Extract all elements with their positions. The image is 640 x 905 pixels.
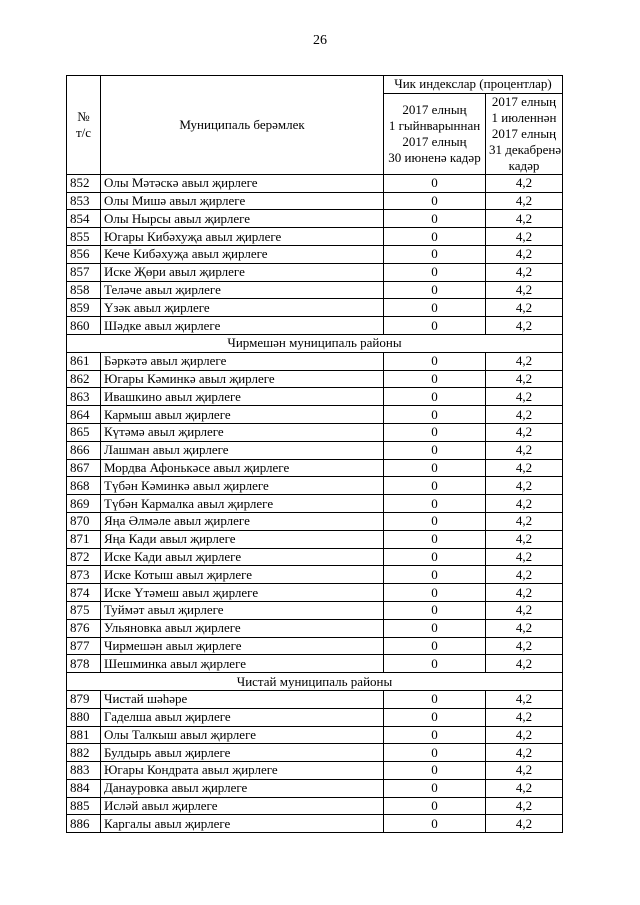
index-period-1: 0	[384, 317, 486, 335]
row-number: 886	[67, 815, 101, 833]
index-period-1: 0	[384, 726, 486, 744]
index-period-2: 4,2	[486, 726, 563, 744]
municipality-name: Олы Мишә авыл җирлеге	[101, 192, 384, 210]
table-row	[67, 263, 563, 281]
index-period-2: 4,2	[486, 548, 563, 566]
row-number: 863	[67, 388, 101, 406]
municipality-name: Каргалы авыл җирлеге	[101, 815, 384, 833]
table-row	[67, 299, 563, 317]
header-number-line-1: №	[77, 108, 90, 124]
row-number: 860	[67, 317, 101, 335]
table-row	[67, 245, 563, 263]
table-row	[67, 281, 563, 299]
index-period-2: 4,2	[486, 317, 563, 335]
index-period-2: 4,2	[486, 762, 563, 780]
page-number: 26	[313, 33, 327, 48]
index-period-1: 0	[384, 548, 486, 566]
municipality-name: Югары Кибәхуҗа авыл җирлеге	[101, 228, 384, 246]
row-number: 861	[67, 352, 101, 370]
row-number: 869	[67, 495, 101, 513]
index-period-2: 4,2	[486, 388, 563, 406]
municipality-name: Данауровка авыл җирлеге	[101, 779, 384, 797]
index-period-1: 0	[384, 566, 486, 584]
row-number: 854	[67, 210, 101, 228]
municipality-name: Мордва Афонькәсе авыл җирлеге	[101, 459, 384, 477]
index-period-2: 4,2	[486, 512, 563, 530]
table-row	[67, 210, 563, 228]
municipality-name: Күтәмә авыл җирлеге	[101, 423, 384, 441]
municipality-name: Теләче авыл җирлеге	[101, 281, 384, 299]
table-body	[67, 174, 563, 832]
table-row	[67, 370, 563, 388]
table-row	[67, 637, 563, 655]
index-period-2: 4,2	[486, 708, 563, 726]
index-period-1: 0	[384, 744, 486, 762]
table-row	[67, 174, 563, 192]
table-row	[67, 690, 563, 708]
index-period-2: 4,2	[486, 459, 563, 477]
table-row	[67, 530, 563, 548]
index-period-2: 4,2	[486, 406, 563, 424]
table-row	[67, 779, 563, 797]
index-period-1: 0	[384, 619, 486, 637]
table-row	[67, 352, 563, 370]
municipality-name: Олы Мәтәскә авыл җирлеге	[101, 174, 384, 192]
row-number: 884	[67, 779, 101, 797]
index-period-2: 4,2	[486, 281, 563, 299]
index-period-2: 4,2	[486, 192, 563, 210]
section-row	[67, 334, 563, 352]
header-period-2-line: кадәр	[508, 157, 540, 173]
table-row	[67, 228, 563, 246]
index-period-2: 4,2	[486, 584, 563, 602]
header-period-1-line: 1 гыйнварыннан	[388, 117, 481, 133]
table-row	[67, 815, 563, 833]
table-row	[67, 601, 563, 619]
header-period-2-line: 2017 елның	[491, 93, 557, 109]
table-row	[67, 584, 563, 602]
index-period-1: 0	[384, 512, 486, 530]
table-row	[67, 388, 563, 406]
row-number: 875	[67, 601, 101, 619]
row-number: 852	[67, 174, 101, 192]
row-number: 867	[67, 459, 101, 477]
header-period-1-line: 30 июненә кадәр	[388, 149, 481, 165]
municipality-name: Кече Кибәхуҗа авыл җирлеге	[101, 245, 384, 263]
row-number: 872	[67, 548, 101, 566]
index-period-1: 0	[384, 299, 486, 317]
table-row	[67, 655, 563, 673]
row-number: 878	[67, 655, 101, 673]
index-period-2: 4,2	[486, 744, 563, 762]
table-row	[67, 317, 563, 335]
header-period-2-line: 31 декабренә	[489, 141, 562, 157]
municipality-name: Олы Нырсы авыл җирлеге	[101, 210, 384, 228]
municipality-name: Югары Кәминкә авыл җирлеге	[101, 370, 384, 388]
index-period-1: 0	[384, 797, 486, 815]
index-period-1: 0	[384, 601, 486, 619]
index-period-2: 4,2	[486, 441, 563, 459]
row-number: 857	[67, 263, 101, 281]
municipality-name: Чистай шәһәре	[101, 690, 384, 708]
municipality-name: Иске Кади авыл җирлеге	[101, 548, 384, 566]
municipality-name: Иске Үтәмеш авыл җирлеге	[101, 584, 384, 602]
row-number: 877	[67, 637, 101, 655]
row-number: 866	[67, 441, 101, 459]
row-number: 864	[67, 406, 101, 424]
index-period-2: 4,2	[486, 228, 563, 246]
index-period-1: 0	[384, 584, 486, 602]
row-number: 880	[67, 708, 101, 726]
index-period-1: 0	[384, 815, 486, 833]
section-row	[67, 673, 563, 691]
header-number-line-2: т/с	[75, 124, 92, 140]
index-period-1: 0	[384, 370, 486, 388]
index-period-1: 0	[384, 388, 486, 406]
municipality-name: Ульяновка авыл җирлеге	[101, 619, 384, 637]
table-header	[67, 76, 563, 175]
header-period-1-line: 2017 елның	[402, 133, 467, 149]
row-number: 871	[67, 530, 101, 548]
index-period-1: 0	[384, 655, 486, 673]
municipality-name: Үзәк авыл җирлеге	[101, 299, 384, 317]
row-number: 858	[67, 281, 101, 299]
index-period-1: 0	[384, 352, 486, 370]
table-row	[67, 423, 563, 441]
row-number: 879	[67, 690, 101, 708]
index-period-2: 4,2	[486, 655, 563, 673]
header-period-1-line: 2017 елның	[402, 101, 467, 117]
municipality-name: Шәдке авыл җирлеге	[101, 317, 384, 335]
table-row	[67, 192, 563, 210]
row-number: 856	[67, 245, 101, 263]
header-period-1	[384, 93, 486, 174]
row-number: 862	[67, 370, 101, 388]
index-period-2: 4,2	[486, 423, 563, 441]
index-period-1: 0	[384, 192, 486, 210]
index-period-2: 4,2	[486, 299, 563, 317]
index-period-1: 0	[384, 530, 486, 548]
table-row	[67, 512, 563, 530]
municipality-name: Яңа Кади авыл җирлеге	[101, 530, 384, 548]
row-number: 859	[67, 299, 101, 317]
index-period-2: 4,2	[486, 690, 563, 708]
index-period-2: 4,2	[486, 210, 563, 228]
municipality-name: Түбән Кәминкә авыл җирлеге	[101, 477, 384, 495]
index-period-2: 4,2	[486, 619, 563, 637]
header-index-group: Чик индекслар (процентлар)	[384, 76, 563, 94]
municipality-name: Түбән Кармалка авыл җирлеге	[101, 495, 384, 513]
municipality-name: Иске Җөри авыл җирлеге	[101, 263, 384, 281]
index-period-1: 0	[384, 762, 486, 780]
header-period-2-line: 2017 елның	[491, 125, 557, 141]
table-row	[67, 566, 563, 584]
index-period-1: 0	[384, 477, 486, 495]
table-row	[67, 744, 563, 762]
municipality-name: Кармыш авыл җирлеге	[101, 406, 384, 424]
table-row	[67, 726, 563, 744]
municipality-name: Гаделша авыл җирлеге	[101, 708, 384, 726]
section-title: Чистай муниципаль районы	[67, 673, 563, 691]
index-period-2: 4,2	[486, 797, 563, 815]
index-period-1: 0	[384, 423, 486, 441]
table-row	[67, 797, 563, 815]
municipality-name: Иске Котыш авыл җирлеге	[101, 566, 384, 584]
table-row	[67, 762, 563, 780]
table-row	[67, 459, 563, 477]
index-period-2: 4,2	[486, 352, 563, 370]
index-period-2: 4,2	[486, 601, 563, 619]
table-row	[67, 619, 563, 637]
index-period-1: 0	[384, 210, 486, 228]
row-number: 870	[67, 512, 101, 530]
row-number: 874	[67, 584, 101, 602]
index-period-2: 4,2	[486, 495, 563, 513]
index-period-1: 0	[384, 690, 486, 708]
municipality-name: Ивашкино авыл җирлеге	[101, 388, 384, 406]
row-number: 881	[67, 726, 101, 744]
municipality-name: Чирмешән авыл җирлеге	[101, 637, 384, 655]
index-period-1: 0	[384, 459, 486, 477]
municipality-name: Туймәт авыл җирлеге	[101, 601, 384, 619]
header-period-2	[486, 93, 563, 174]
row-number: 876	[67, 619, 101, 637]
index-period-1: 0	[384, 637, 486, 655]
table-row	[67, 495, 563, 513]
index-period-1: 0	[384, 263, 486, 281]
index-period-1: 0	[384, 174, 486, 192]
index-period-2: 4,2	[486, 637, 563, 655]
section-title: Чирмешән муниципаль районы	[67, 334, 563, 352]
table-row	[67, 708, 563, 726]
municipality-name: Югары Кондрата авыл җирлеге	[101, 762, 384, 780]
index-period-1: 0	[384, 245, 486, 263]
table-row	[67, 548, 563, 566]
index-period-1: 0	[384, 406, 486, 424]
row-number: 868	[67, 477, 101, 495]
municipality-name: Исләй авыл җирлеге	[101, 797, 384, 815]
index-period-1: 0	[384, 495, 486, 513]
index-period-2: 4,2	[486, 263, 563, 281]
index-period-2: 4,2	[486, 530, 563, 548]
municipality-name: Булдырь авыл җирлеге	[101, 744, 384, 762]
index-period-1: 0	[384, 708, 486, 726]
index-period-2: 4,2	[486, 477, 563, 495]
index-period-2: 4,2	[486, 245, 563, 263]
index-period-2: 4,2	[486, 566, 563, 584]
index-period-2: 4,2	[486, 779, 563, 797]
index-period-1: 0	[384, 779, 486, 797]
municipality-name: Олы Талкыш авыл җирлеге	[101, 726, 384, 744]
municipal-index-table	[66, 75, 563, 833]
row-number: 885	[67, 797, 101, 815]
header-municipality: Муниципаль берәмлек	[101, 76, 384, 175]
index-period-1: 0	[384, 228, 486, 246]
table-row	[67, 441, 563, 459]
index-period-1: 0	[384, 281, 486, 299]
row-number: 853	[67, 192, 101, 210]
row-number: 855	[67, 228, 101, 246]
row-number: 865	[67, 423, 101, 441]
index-period-1: 0	[384, 441, 486, 459]
header-number	[67, 76, 101, 175]
row-number: 883	[67, 762, 101, 780]
table-row	[67, 477, 563, 495]
header-period-2-line: 1 июленнән	[491, 109, 557, 125]
table-row	[67, 406, 563, 424]
index-period-2: 4,2	[486, 370, 563, 388]
index-period-2: 4,2	[486, 174, 563, 192]
municipality-name: Шешминка авыл җирлеге	[101, 655, 384, 673]
municipality-name: Яңа Әлмәле авыл җирлеге	[101, 512, 384, 530]
row-number: 882	[67, 744, 101, 762]
index-period-2: 4,2	[486, 815, 563, 833]
row-number: 873	[67, 566, 101, 584]
municipality-name: Бәркәтә авыл җирлеге	[101, 352, 384, 370]
municipality-name: Лашман авыл җирлеге	[101, 441, 384, 459]
